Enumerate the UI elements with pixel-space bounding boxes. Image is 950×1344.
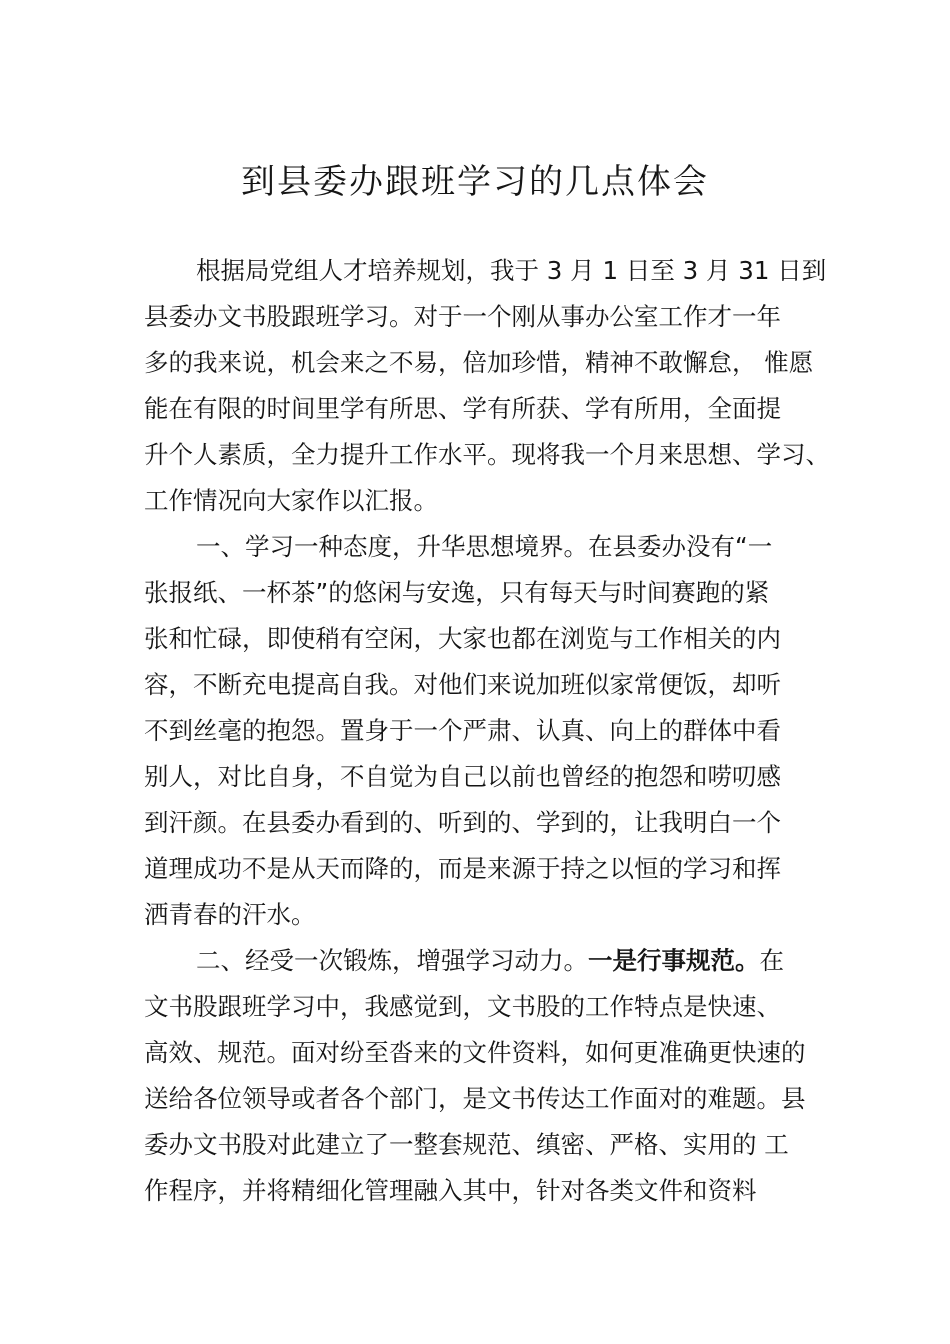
line-text: 在 — [759, 946, 784, 975]
text-line — [144, 1168, 834, 1214]
text-line — [144, 340, 834, 386]
line-text: 道理成功不是从天而降的，而是来源于持之以恒的学习和挥 — [144, 854, 781, 883]
line-text: 作程序，并将精细化管理融入其中，针对各类文件和资料 — [144, 1176, 757, 1205]
text-line — [144, 662, 834, 708]
text-line — [144, 1030, 834, 1076]
text-line — [144, 386, 834, 432]
line-text: 别人，对比自身，不自觉为自己以前也曾经的抱怨和唠叨感 — [144, 762, 781, 791]
text-line — [144, 570, 834, 616]
line-text: 升个人素质，全力提升工作水平。现将我一个月来思想、学习、 — [144, 440, 830, 469]
line-text: 一、学习一种态度，升华思想境界。在县委办没有“一 — [196, 532, 773, 561]
line-text: 容，不断充电提高自我。对他们来说加班似家常便饭，却听 — [144, 670, 781, 699]
document-body — [144, 248, 834, 1214]
line-text: 能在有限的时间里学有所思、学有所获、学有所用，全面提 — [144, 394, 781, 423]
emphasis-text: 一是行事规范。 — [588, 946, 760, 975]
text-line — [144, 294, 834, 340]
text-line — [144, 524, 834, 570]
text-line — [144, 984, 834, 1030]
text-line — [144, 1076, 834, 1122]
line-text: 不到丝毫的抱怨。置身于一个严肃、认真、向上的群体中看 — [144, 716, 781, 745]
line-text: 根据局党组人才培养规划，我于 3 月 1 日至 3 月 31 日到 — [196, 256, 827, 285]
line-text: 张报纸、一杯茶”的悠闲与安逸，只有每天与时间赛跑的紧 — [144, 578, 770, 607]
text-line — [144, 846, 834, 892]
line-text: 高效、规范。面对纷至沓来的文件资料，如何更准确更快速的 — [144, 1038, 806, 1067]
line-text: 洒青春的汗水。 — [144, 900, 316, 929]
line-text: 文书股跟班学习中，我感觉到，文书股的工作特点是快速、 — [144, 992, 781, 1021]
text-line — [144, 938, 834, 984]
line-text: 工作情况向大家作以汇报。 — [144, 486, 438, 515]
line-text: 二、经受一次锻炼，增强学习动力。 — [196, 946, 588, 975]
line-text: 送给各位领导或者各个部门，是文书传达工作面对的难题。县 — [144, 1084, 806, 1113]
line-text: 多的我来说，机会来之不易，倍加珍惜，精神不敢懈怠， 惟愿 — [144, 348, 814, 377]
text-line — [144, 800, 834, 846]
line-text: 到汗颜。在县委办看到的、听到的、学到的，让我明白一个 — [144, 808, 781, 837]
text-line — [144, 1122, 834, 1168]
line-text: 县委办文书股跟班学习。对于一个刚从事办公室工作才一年 — [144, 302, 781, 331]
text-line — [144, 708, 834, 754]
text-line — [144, 248, 834, 294]
text-line — [144, 892, 834, 938]
line-text: 张和忙碌，即使稍有空闲，大家也都在浏览与工作相关的内 — [144, 624, 781, 653]
text-line — [144, 754, 834, 800]
text-line — [144, 432, 834, 478]
line-text: 委办文书股对此建立了一整套规范、缜密、严格、实用的 工 — [144, 1130, 789, 1159]
text-line — [144, 478, 834, 524]
text-line — [144, 616, 834, 662]
page-title: 到县委办跟班学习的几点体会 — [241, 162, 709, 202]
